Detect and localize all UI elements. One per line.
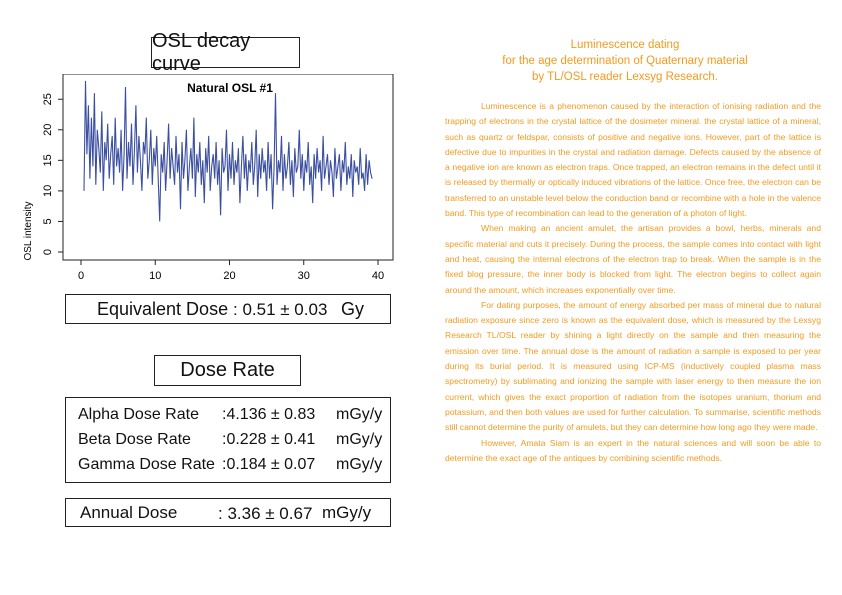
article-title-line: Luminescence dating: [570, 39, 680, 51]
equivalent-dose-label: Equivalent Dose: [97, 299, 229, 319]
beta-dose-rate-row: [78, 431, 383, 451]
osl-series-line: [84, 81, 372, 222]
gamma-dose-rate-unit: mGy/y: [336, 456, 383, 473]
dose-rate-title-box: [154, 355, 301, 386]
beta-dose-rate-value: :0.228 ± 0.41: [222, 431, 316, 448]
annual-dose-unit: mGy/y: [322, 503, 372, 522]
alpha-dose-rate-value: :4.136 ± 0.83: [222, 406, 316, 423]
beta-dose-rate-label: Beta Dose Rate: [78, 431, 191, 448]
article-paragraph: Luminescence is a phenomenon caused by the interaction of ionising radiation and the trapping of electrons in the crystal lattice of the dosimeter mineral. the crystal lattice of a mineral, such as quartz or feldspar, consists of positive and negative ions. However, part of the lattice is defective due to impurities in the crystal and radiation damage. Defects caused by the absence of a negative ion are known as electron traps. Once trapped, an electron remains in the defect until it is released by thermally or optically induced vibrations of the lattice. Once free, the electron can be transferred to an unstable level below the conduction band or recombine with a hole in the valence band. This type of recombination can lead to the generation of a photon of light.: [445, 101, 821, 219]
article-title-line: by TL/OSL reader Lexsyg Research.: [531, 71, 718, 83]
equivalent-dose-unit: Gy: [341, 299, 365, 319]
osl-decay-title-box: [151, 29, 300, 75]
dose-rates-box: [65, 397, 391, 483]
y-axis-label: OSL intensity: [23, 201, 34, 261]
y-tick-label: 0: [42, 248, 54, 256]
alpha-dose-rate-label: Alpha Dose Rate: [78, 406, 199, 423]
x-tick-label: 40: [371, 270, 385, 282]
article-paragraph: However, Amata Siam is an expert in the natural sciences and will soon be able to determine the exact age of the antiques by combining scientific methods.: [445, 437, 821, 463]
chart-title: Natural OSL #1: [187, 81, 273, 95]
article-paragraph: When making an ancient amulet, the artisan provides a bowl, herbs, minerals and specific material and cuts it precisely. During the process, the sample comes into contact with light and heat, causing the internal electrons of the electron trap to break. When the sample is in the fixed blog pressure, the inner body is blocked from light. The electron begins to collect again around the amount, which increases exponentially over time.: [445, 223, 821, 295]
gamma-dose-rate-value: :0.184 ± 0.07: [222, 456, 316, 473]
dose-rate-title: Dose Rate: [180, 359, 275, 381]
article-title-line: for the age determination of Quaternary material: [502, 55, 748, 67]
gamma-dose-rate-row: [78, 456, 383, 476]
x-tick-label: 10: [149, 270, 162, 282]
y-tick-label: 10: [42, 184, 54, 198]
annual-dose-box: [65, 498, 391, 527]
osl-decay-chart: [18, 74, 398, 292]
equivalent-dose-box: [65, 294, 391, 324]
article-body: [445, 99, 821, 466]
alpha-dose-rate-row: [78, 406, 383, 426]
gamma-dose-rate-label: Gamma Dose Rate: [78, 456, 215, 473]
article-title: [460, 37, 790, 85]
y-tick-label: 5: [42, 218, 54, 225]
y-tick-label: 20: [42, 123, 54, 136]
alpha-dose-rate-unit: mGy/y: [336, 406, 383, 423]
annual-dose-label: Annual Dose: [80, 503, 178, 522]
x-tick-label: 0: [77, 270, 85, 282]
y-tick-label: 15: [42, 154, 54, 167]
annual-dose-value: : 3.36 ± 0.67: [218, 504, 313, 523]
article-paragraph: For dating purposes, the amount of energy absorbed per mass of mineral due to natural radiation exposure since zero is known as the equivalent dose, which is measured by the Lexsyg Research TL/OSL reader by shining a light directly on the sample and then measuring the emission over time. The annual dose is the amount of radiation a sample is exposed to per year during its burial period. It is measured using ICP-MS (inductively coupled plasma mass spectrometry) by sublimating and ionizing the sample with laser energy to then measure the ion current, which gives the exact proportion of radiation from the isotopes uranium, thorium and potassium, and then both values are used for further calculation. To summarise, scientific methods still cannot determine the purity of amulets, but they can determine how long ago they were made.: [445, 299, 821, 433]
beta-dose-rate-unit: mGy/y: [336, 431, 383, 448]
equivalent-dose-value: : 0.51 ± 0.03: [233, 300, 328, 319]
osl-decay-title: OSL decay curve: [152, 29, 251, 75]
x-tick-label: 20: [223, 270, 236, 282]
y-tick-label: 25: [42, 93, 54, 106]
x-tick-label: 30: [297, 270, 310, 282]
